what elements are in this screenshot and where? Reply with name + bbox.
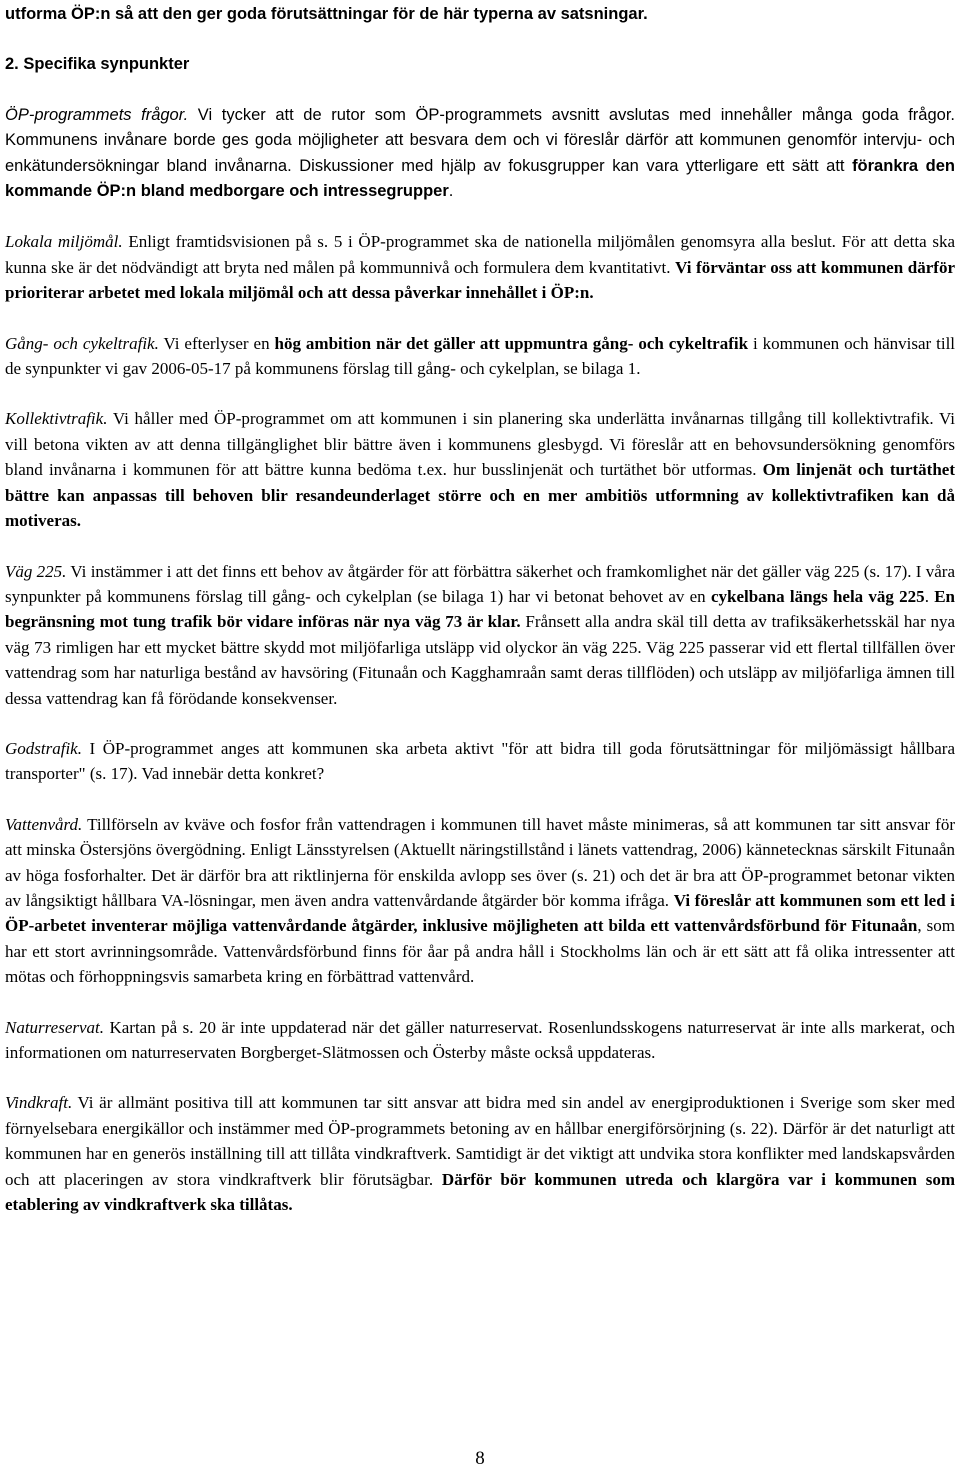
paragraph-text: . bbox=[924, 586, 935, 606]
paragraph-text: I ÖP-programmet anges att kommunen ska arbeta aktivt "för att bidra till goda förutsättningar för miljömässigt hållbara transporter" (s. 17). Vad innebär detta konkret? bbox=[5, 738, 955, 784]
paragraph-emphasis: En begränsning mot tung trafik bör vidare införas när nya väg 73 är klar. bbox=[5, 586, 955, 632]
paragraph-emphasis: Om linjenät och turtäthet bättre kan anpassas till behoven blir resandeunderlaget större och en mer ambitiös utformning av kollektivtrafiken kan då motiveras. bbox=[5, 460, 955, 531]
paragraph-nature-reserves bbox=[5, 1015, 955, 1066]
page-number: 8 bbox=[475, 1448, 485, 1469]
paragraph-text: Vi tycker att de rutor som ÖP-programmets avsnitt avslutas med innehåller många goda frågor. Kommunens invånare borde ges goda möjligheter att besvara dem och vi föreslår därför att kommunen genomför intervju- och enkätundersökningar bland invånarna. Diskussioner med hjälp av fokusgrupper kan vara ytterligare ett sätt att bbox=[5, 105, 955, 175]
section-heading: 2. Specifika synpunkter bbox=[5, 55, 190, 74]
paragraph-op-questions bbox=[5, 103, 955, 205]
paragraph-text: . bbox=[448, 182, 454, 201]
paragraph-freight bbox=[5, 736, 955, 787]
paragraph-emphasis: Vi förväntar oss att kommunen därför prioriterar arbetet med lokala miljömål och att dessa påverkar innehållet i ÖP:n. bbox=[5, 257, 955, 303]
intro-tail-text: utforma ÖP:n så att den ger goda förutsättningar för de här typerna av satsningar. bbox=[5, 5, 648, 23]
paragraph-text: Enligt framtidsvisionen på s. 5 i ÖP-programmet ska de nationella miljömålen genomsyra alla beslut. För att detta ska kunna ske är det nödvändigt att bryta ned målen på kommunnivå och formulera dem kvantitativt. bbox=[5, 232, 955, 277]
paragraph-title: Godstrafik. bbox=[5, 738, 82, 758]
paragraph-text: Vi håller med ÖP-programmet om att kommunen i sin planering ska underlätta invånarnas tillgång till kollektivtrafik. Vi vill betona vikten av att denna tillgänglighet blir bättre även i kommunens glesbygd. Vi föreslår att en behovsundersökning genomförs bland invånarna i kommunen för att bättre kunna bedöma t.ex. hur busslinjenät och turtäthet bör utformas. bbox=[5, 409, 955, 480]
paragraph-emphasis: Därför bör kommunen utreda och klargöra var i kommunen som etablering av vindkraftverk ska tillåtas. bbox=[5, 1169, 955, 1215]
paragraph-local-goals bbox=[5, 229, 955, 305]
paragraph-title: Väg 225. bbox=[5, 561, 67, 581]
paragraph-text: i kommunen och hänvisar till de synpunkter vi gav 2006-05-17 på kommunens förslag till gång- och cykelplan, se bilaga 1. bbox=[5, 333, 956, 379]
paragraph-walking-cycling bbox=[5, 331, 955, 382]
paragraph-title: Vindkraft. bbox=[5, 1093, 73, 1113]
paragraph-text: Vi instämmer i att det finns ett behov av åtgärder för att förbättra säkerhet och framkomlighet när det gäller väg 225 (s. 17). I våra synpunkter på kommunens förslag till gång- och cykelplan (se bilaga 1) har vi betonat behovet av en bbox=[5, 561, 956, 606]
paragraph-title: Vattenvård. bbox=[5, 814, 83, 834]
paragraph-emphasis: cykelbana längs hela väg 225 bbox=[710, 586, 925, 606]
paragraph-public-transport bbox=[5, 406, 955, 533]
paragraph-text: , som har ett stort avrinningsområde. Vattenvårdsförbund finns för åar på andra håll i Stockholms län och är ett sätt att få olika intressenter att mötas och förhoppningsvis samarbeta kring en förbättrad vattenvård. bbox=[5, 916, 955, 987]
paragraph-intro-tail bbox=[5, 2, 955, 27]
paragraph-title: ÖP-programmets frågor. bbox=[5, 105, 189, 124]
paragraph-text: Frånsett alla andra skäl till detta av trafiksäkerhetsskäl har nya väg 73 rimligen har ett mycket bättre skydd mot miljöfarliga utsläpp vid olyckor än väg 225. Väg 225 passerar vid ett flertal tillfällen över vattendrag som har naturliga bestånd av havsöring (Fitunaån och Kagghamraån samt deras tillflöden) och utsläpp av miljöfarliga ämnen till dessa vattendrag kan få förödande konsekvenser. bbox=[5, 612, 956, 708]
paragraph-wind-power bbox=[5, 1090, 955, 1217]
paragraph-text: Tillförseln av kväve och fosfor från vattendragen i kommunen till havet måste minimeras, så att kommunen tar sitt ansvar för att minska Östersjöns övergödning. Enligt Länsstyrelsen (Aktuellt näringstillstånd i länets vattendrag, 2006) kännetecknas särskilt Fitunaån av höga fosforhalter. Det är därför bra att riktlinjerna för enskilda avlopp ses över (s. 21) och det är bra att ÖP-programmet betonar vikten av långsiktigt hållbara VA-lösningar, men även andra vattenvårdande åtgärder bör komma ifråga. bbox=[5, 814, 955, 910]
paragraph-road-225 bbox=[5, 559, 955, 711]
paragraph-emphasis: förankra den kommande ÖP:n bland medborgare och intressegrupper bbox=[5, 156, 955, 201]
paragraph-emphasis: hög ambition när det gäller att uppmuntra gång- och cykeltrafik bbox=[274, 333, 749, 353]
paragraph-water-care bbox=[5, 812, 955, 990]
paragraph-emphasis: Vi föreslår att kommunen som ett led i ÖP-arbetet inventerar möjliga vattenvårdande åtgärder, inklusive möjligheten att bilda ett vattenvårdsförbund för Fitunaån bbox=[5, 890, 955, 936]
paragraph-text: Vi är allmänt positiva till att kommunen tar sitt ansvar att bidra med sin andel av energiproduktionen i Sverige som sker med förnyelsebara energikällor och instämmer med ÖP-programmets betoning av en hållbar energiförsörjning (s. 22). Därför är det naturligt att kommunen har en generös inställning till att tillåta vindkraftverk. Samtidigt är det viktigt att undvika stora konflikter med landskapsvården och att placeringen av stora vindkraftverk blir förutsägbar. bbox=[5, 1093, 955, 1189]
paragraph-text: Kartan på s. 20 är inte uppdaterad när det gäller naturreservat. Rosenlundsskogens naturreservat är inte alls markerat, och informationen om naturreservaten Borgberget-Slätmossen och Österby måste också uppdateras. bbox=[5, 1017, 955, 1062]
document-page bbox=[5, 2, 955, 1217]
paragraph-title: Gång- och cykeltrafik. bbox=[5, 333, 159, 353]
paragraph-title: Lokala miljömål. bbox=[5, 232, 123, 252]
paragraph-title: Kollektivtrafik. bbox=[5, 409, 108, 429]
paragraph-text: Vi efterlyser en bbox=[158, 333, 275, 353]
paragraph-title: Naturreservat. bbox=[5, 1017, 105, 1037]
